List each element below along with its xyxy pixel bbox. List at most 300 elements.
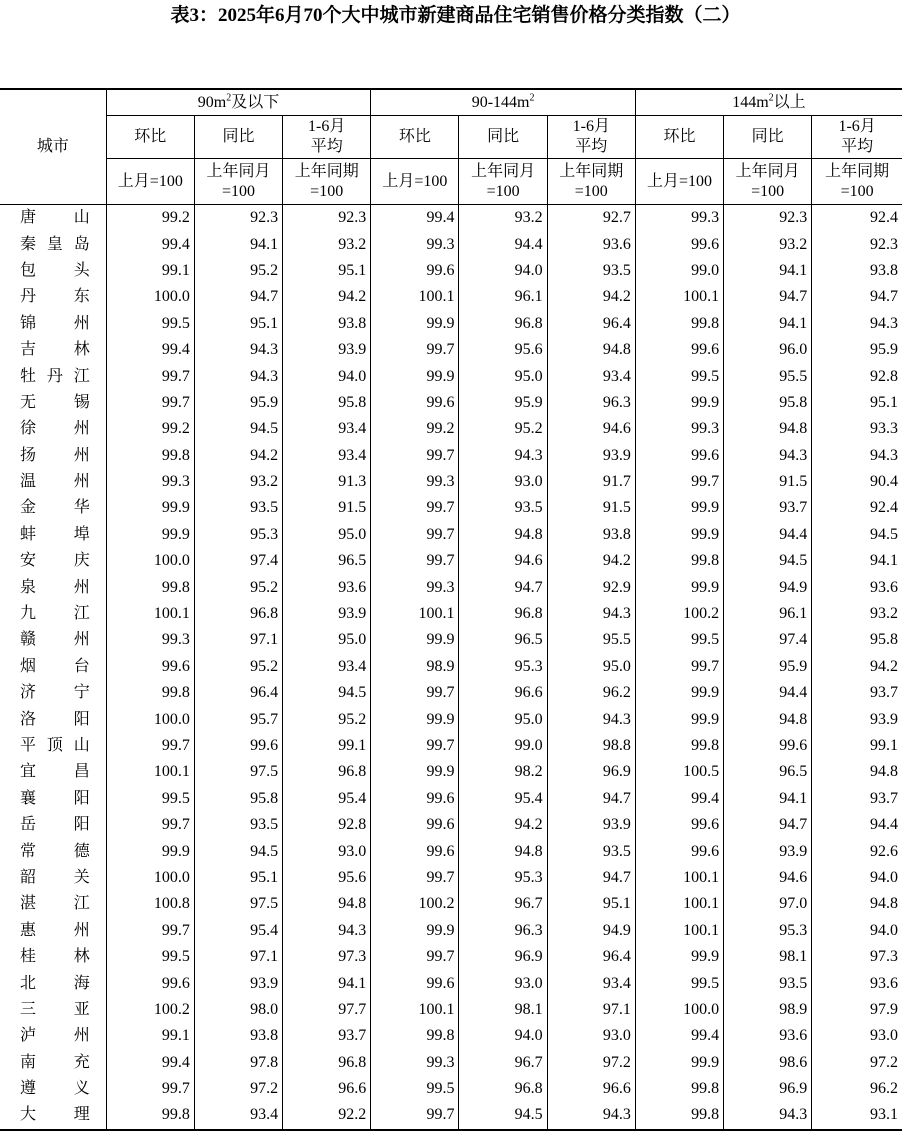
- table-header: [0, 89, 902, 205]
- index-value-cell: 96.1: [724, 601, 812, 627]
- index-value-cell: 95.1: [812, 390, 902, 416]
- base-line: 上年同期: [559, 162, 624, 180]
- index-value-cell: 94.4: [459, 231, 547, 257]
- table-row: [0, 786, 902, 812]
- index-value-cell: 93.5: [547, 838, 635, 864]
- index-value-cell: 93.5: [459, 495, 547, 521]
- index-value-cell: 99.7: [106, 733, 194, 759]
- metric-header-mom: 环比: [635, 116, 723, 159]
- index-value-cell: 94.3: [547, 1102, 635, 1129]
- city-name-cell: 济宁: [0, 680, 106, 706]
- city-name-cell: 平顶山: [0, 733, 106, 759]
- table-row: [0, 1050, 902, 1076]
- index-value-cell: 99.7: [635, 469, 723, 495]
- base-line: 上年同月: [471, 162, 536, 180]
- index-value-cell: 95.1: [283, 258, 371, 284]
- city-name-cell: 泉州: [0, 574, 106, 600]
- base-header-yoy: [459, 159, 547, 205]
- index-value-cell: 99.8: [371, 1023, 459, 1049]
- index-value-cell: 99.7: [371, 548, 459, 574]
- index-value-cell: 99.8: [635, 1102, 723, 1129]
- index-value-cell: 95.0: [459, 706, 547, 732]
- index-value-cell: 94.4: [812, 812, 902, 838]
- index-value-cell: 99.6: [635, 838, 723, 864]
- city-column-header: 城市: [0, 89, 106, 205]
- index-value-cell: 97.3: [283, 944, 371, 970]
- index-value-cell: 94.7: [459, 574, 547, 600]
- index-value-cell: 100.2: [106, 997, 194, 1023]
- index-value-cell: 94.2: [547, 284, 635, 310]
- index-value-cell: 97.2: [547, 1050, 635, 1076]
- group-label: 144m: [732, 93, 769, 111]
- city-name-cell: 丹东: [0, 284, 106, 310]
- index-value-cell: 94.7: [812, 284, 902, 310]
- index-value-cell: 96.3: [459, 918, 547, 944]
- index-value-cell: 94.5: [459, 1102, 547, 1129]
- index-value-cell: 94.3: [283, 918, 371, 944]
- index-value-cell: 99.3: [371, 469, 459, 495]
- index-value-cell: 95.3: [459, 654, 547, 680]
- index-value-cell: 94.8: [724, 416, 812, 442]
- index-value-cell: 95.0: [547, 654, 635, 680]
- index-value-cell: 100.1: [635, 891, 723, 917]
- index-value-cell: 92.7: [547, 205, 635, 232]
- index-value-cell: 99.6: [371, 970, 459, 996]
- index-value-cell: 94.3: [724, 443, 812, 469]
- index-value-cell: 93.4: [547, 970, 635, 996]
- index-value-cell: 99.7: [371, 865, 459, 891]
- index-value-cell: 94.4: [724, 680, 812, 706]
- index-value-cell: 93.4: [194, 1102, 282, 1129]
- city-name-cell: 无锡: [0, 390, 106, 416]
- index-value-cell: 97.9: [812, 997, 902, 1023]
- metric-line: 1-6月: [572, 118, 610, 135]
- index-value-cell: 95.2: [283, 706, 371, 732]
- index-value-cell: 92.3: [283, 205, 371, 232]
- index-value-cell: 98.8: [547, 733, 635, 759]
- index-value-cell: 99.9: [106, 522, 194, 548]
- index-value-cell: 95.3: [724, 918, 812, 944]
- index-value-cell: 93.9: [194, 970, 282, 996]
- index-value-cell: 97.1: [547, 997, 635, 1023]
- index-value-cell: 94.5: [812, 522, 902, 548]
- index-value-cell: 97.7: [283, 997, 371, 1023]
- index-value-cell: 94.9: [724, 574, 812, 600]
- base-line: 上年同期: [825, 162, 890, 180]
- index-value-cell: 97.4: [724, 627, 812, 653]
- index-value-cell: 99.6: [371, 838, 459, 864]
- city-name-cell: 九江: [0, 601, 106, 627]
- index-value-cell: 96.7: [459, 1050, 547, 1076]
- index-value-cell: 94.0: [812, 918, 902, 944]
- index-value-cell: 93.8: [812, 258, 902, 284]
- index-value-cell: 93.1: [812, 1102, 902, 1129]
- index-value-cell: 99.7: [106, 1076, 194, 1102]
- index-value-cell: 92.3: [812, 231, 902, 257]
- index-value-cell: 94.0: [812, 865, 902, 891]
- city-name-cell: 桂林: [0, 944, 106, 970]
- index-value-cell: 96.7: [459, 891, 547, 917]
- index-value-cell: 99.4: [371, 205, 459, 232]
- city-name-cell: 秦皇岛: [0, 231, 106, 257]
- index-value-cell: 95.4: [459, 786, 547, 812]
- index-value-cell: 95.8: [194, 786, 282, 812]
- table-row: [0, 970, 902, 996]
- index-value-cell: 99.8: [635, 1076, 723, 1102]
- index-value-cell: 94.8: [724, 706, 812, 732]
- table-row: [0, 495, 902, 521]
- index-value-cell: 94.5: [194, 416, 282, 442]
- index-value-cell: 100.0: [106, 284, 194, 310]
- index-value-cell: 93.5: [547, 258, 635, 284]
- index-value-cell: 95.8: [812, 627, 902, 653]
- metric-header-mom: 环比: [106, 116, 194, 159]
- metric-header-ytd: [283, 116, 371, 159]
- index-value-cell: 98.2: [459, 759, 547, 785]
- index-value-cell: 96.2: [812, 1076, 902, 1102]
- index-value-cell: 93.4: [283, 443, 371, 469]
- table-row: [0, 601, 902, 627]
- metric-header-yoy: 同比: [194, 116, 282, 159]
- index-value-cell: 95.1: [194, 311, 282, 337]
- index-value-cell: 99.9: [371, 706, 459, 732]
- index-value-cell: 99.7: [371, 337, 459, 363]
- index-value-cell: 94.1: [283, 970, 371, 996]
- index-value-cell: 99.8: [106, 680, 194, 706]
- index-value-cell: 100.0: [635, 997, 723, 1023]
- group-suffix: 以上: [773, 93, 806, 111]
- index-value-cell: 96.8: [194, 601, 282, 627]
- base-line: 上年同月: [206, 162, 271, 180]
- index-value-cell: 93.2: [283, 231, 371, 257]
- city-name-cell: 襄阳: [0, 786, 106, 812]
- table-row: [0, 706, 902, 732]
- index-value-cell: 93.5: [724, 970, 812, 996]
- index-value-cell: 93.0: [547, 1023, 635, 1049]
- index-value-cell: 99.9: [635, 680, 723, 706]
- base-line: =100: [486, 182, 520, 200]
- index-value-cell: 99.8: [106, 574, 194, 600]
- index-value-cell: 96.9: [724, 1076, 812, 1102]
- index-value-cell: 90.4: [812, 469, 902, 495]
- index-value-cell: 99.3: [371, 574, 459, 600]
- index-value-cell: 100.2: [635, 601, 723, 627]
- index-value-cell: 95.0: [283, 522, 371, 548]
- table-row: [0, 1023, 902, 1049]
- index-value-cell: 95.0: [459, 363, 547, 389]
- index-value-cell: 95.0: [283, 627, 371, 653]
- index-value-cell: 99.4: [635, 786, 723, 812]
- index-value-cell: 98.1: [724, 944, 812, 970]
- table-row: [0, 944, 902, 970]
- index-value-cell: 99.6: [194, 733, 282, 759]
- index-value-cell: 99.6: [371, 258, 459, 284]
- index-value-cell: 92.2: [283, 1102, 371, 1129]
- index-value-cell: 99.7: [635, 654, 723, 680]
- table-row: [0, 654, 902, 680]
- index-value-cell: 98.9: [371, 654, 459, 680]
- city-name-cell: 常德: [0, 838, 106, 864]
- base-header-mom: 上月=100: [635, 159, 723, 205]
- index-value-cell: 99.9: [371, 759, 459, 785]
- index-value-cell: 94.2: [283, 284, 371, 310]
- index-value-cell: 97.2: [812, 1050, 902, 1076]
- index-value-cell: 99.1: [283, 733, 371, 759]
- index-value-cell: 93.2: [194, 469, 282, 495]
- index-value-cell: 91.5: [283, 495, 371, 521]
- index-value-cell: 99.9: [635, 390, 723, 416]
- index-value-cell: 97.2: [194, 1076, 282, 1102]
- table-row: [0, 363, 902, 389]
- index-value-cell: 94.3: [547, 601, 635, 627]
- index-value-cell: 95.4: [283, 786, 371, 812]
- index-value-cell: 97.3: [812, 944, 902, 970]
- superscript: 2: [768, 92, 774, 104]
- base-header-yoy: [724, 159, 812, 205]
- index-value-cell: 96.8: [459, 1076, 547, 1102]
- index-value-cell: 92.4: [812, 205, 902, 232]
- index-value-cell: 99.9: [371, 918, 459, 944]
- index-value-cell: 94.7: [724, 812, 812, 838]
- index-value-cell: 99.2: [106, 416, 194, 442]
- index-value-cell: 93.7: [283, 1023, 371, 1049]
- index-value-cell: 99.5: [106, 944, 194, 970]
- table-row: [0, 865, 902, 891]
- table-row: [0, 1102, 902, 1129]
- index-value-cell: 99.5: [106, 786, 194, 812]
- index-value-cell: 94.1: [812, 548, 902, 574]
- superscript: 2: [226, 92, 232, 104]
- index-value-cell: 96.4: [547, 311, 635, 337]
- table-row: [0, 733, 902, 759]
- index-value-cell: 100.1: [371, 284, 459, 310]
- city-name-cell: 安庆: [0, 548, 106, 574]
- index-value-cell: 95.2: [194, 258, 282, 284]
- index-value-cell: 94.3: [812, 311, 902, 337]
- index-value-cell: 93.9: [547, 443, 635, 469]
- index-value-cell: 99.7: [106, 812, 194, 838]
- index-value-cell: 93.6: [283, 574, 371, 600]
- index-value-cell: 99.0: [635, 258, 723, 284]
- index-value-cell: 97.1: [194, 944, 282, 970]
- index-value-cell: 95.1: [547, 891, 635, 917]
- index-value-cell: 99.8: [635, 733, 723, 759]
- index-value-cell: 96.3: [547, 390, 635, 416]
- index-value-cell: 94.8: [812, 759, 902, 785]
- index-value-cell: 96.6: [283, 1076, 371, 1102]
- base-header-ytd: [283, 159, 371, 205]
- base-header-yoy: [194, 159, 282, 205]
- city-name-cell: 温州: [0, 469, 106, 495]
- city-name-cell: 北海: [0, 970, 106, 996]
- base-line: =100: [221, 182, 256, 200]
- table-row: [0, 443, 902, 469]
- index-value-cell: 100.1: [106, 759, 194, 785]
- index-value-cell: 94.0: [283, 363, 371, 389]
- index-value-cell: 96.4: [194, 680, 282, 706]
- table-row: [0, 522, 902, 548]
- index-value-cell: 99.6: [371, 390, 459, 416]
- city-name-cell: 吉林: [0, 337, 106, 363]
- index-value-cell: 99.8: [106, 1102, 194, 1129]
- base-line: 上年同月: [735, 162, 800, 180]
- index-value-cell: 93.8: [194, 1023, 282, 1049]
- index-value-cell: 93.6: [547, 231, 635, 257]
- index-value-cell: 100.1: [635, 865, 723, 891]
- index-value-cell: 99.9: [371, 627, 459, 653]
- index-value-cell: 94.5: [724, 548, 812, 574]
- index-value-cell: 96.8: [459, 311, 547, 337]
- index-value-cell: 99.4: [635, 1023, 723, 1049]
- index-value-cell: 95.9: [724, 654, 812, 680]
- index-value-cell: 99.5: [635, 627, 723, 653]
- index-value-cell: 92.9: [547, 574, 635, 600]
- index-value-cell: 97.1: [194, 627, 282, 653]
- index-value-cell: 99.0: [459, 733, 547, 759]
- index-value-cell: 93.0: [283, 838, 371, 864]
- index-value-cell: 93.8: [547, 522, 635, 548]
- index-value-cell: 96.5: [283, 548, 371, 574]
- index-value-cell: 92.8: [812, 363, 902, 389]
- city-name-cell: 韶关: [0, 865, 106, 891]
- index-value-cell: 94.3: [459, 443, 547, 469]
- index-value-cell: 99.8: [635, 548, 723, 574]
- index-value-cell: 99.8: [106, 443, 194, 469]
- table-row: [0, 627, 902, 653]
- index-value-cell: 94.3: [194, 363, 282, 389]
- index-value-cell: 93.5: [194, 812, 282, 838]
- index-value-cell: 91.5: [547, 495, 635, 521]
- index-value-cell: 92.6: [812, 838, 902, 864]
- index-value-cell: 94.8: [459, 522, 547, 548]
- table-row: [0, 548, 902, 574]
- index-value-cell: 93.7: [812, 786, 902, 812]
- table-row: [0, 997, 902, 1023]
- index-value-cell: 99.9: [635, 944, 723, 970]
- base-header-ytd: [547, 159, 635, 205]
- index-value-cell: 100.0: [106, 706, 194, 732]
- index-value-cell: 95.4: [194, 918, 282, 944]
- base-header-mom: 上月=100: [371, 159, 459, 205]
- index-value-cell: 94.4: [724, 522, 812, 548]
- table-row: [0, 284, 902, 310]
- index-value-cell: 96.5: [724, 759, 812, 785]
- city-name-cell: 宜昌: [0, 759, 106, 785]
- index-value-cell: 94.7: [194, 284, 282, 310]
- index-value-cell: 99.6: [635, 337, 723, 363]
- metric-line: 平均: [310, 138, 343, 155]
- index-value-cell: 93.0: [459, 469, 547, 495]
- table-row: [0, 574, 902, 600]
- index-value-cell: 93.7: [724, 495, 812, 521]
- table-row: [0, 469, 902, 495]
- group-suffix: 及以下: [231, 93, 280, 111]
- index-value-cell: 99.5: [106, 311, 194, 337]
- index-value-cell: 93.7: [812, 680, 902, 706]
- index-value-cell: 99.6: [724, 733, 812, 759]
- index-value-cell: 99.9: [635, 574, 723, 600]
- index-value-cell: 94.5: [194, 838, 282, 864]
- city-name-cell: 南充: [0, 1050, 106, 1076]
- index-value-cell: 95.3: [194, 522, 282, 548]
- city-name-cell: 扬州: [0, 443, 106, 469]
- metric-header-mom: 环比: [371, 116, 459, 159]
- base-header-mom: 上月=100: [106, 159, 194, 205]
- index-value-cell: 94.1: [724, 258, 812, 284]
- index-value-cell: 94.7: [547, 865, 635, 891]
- index-value-cell: 96.6: [459, 680, 547, 706]
- metric-header-yoy: 同比: [459, 116, 547, 159]
- index-value-cell: 95.8: [283, 390, 371, 416]
- index-value-cell: 93.9: [547, 812, 635, 838]
- city-name-cell: 岳阳: [0, 812, 106, 838]
- index-value-cell: 94.6: [459, 548, 547, 574]
- index-value-cell: 99.9: [371, 311, 459, 337]
- index-value-cell: 99.4: [106, 231, 194, 257]
- table-row: [0, 337, 902, 363]
- index-value-cell: 94.1: [724, 311, 812, 337]
- index-value-cell: 94.3: [194, 337, 282, 363]
- index-value-cell: 96.9: [459, 944, 547, 970]
- index-value-cell: 95.9: [812, 337, 902, 363]
- index-value-cell: 100.1: [106, 601, 194, 627]
- index-value-cell: 95.2: [194, 654, 282, 680]
- index-value-cell: 99.6: [635, 231, 723, 257]
- city-name-cell: 蚌埠: [0, 522, 106, 548]
- group-label: 90m: [197, 93, 227, 111]
- index-value-cell: 96.5: [459, 627, 547, 653]
- index-value-cell: 99.9: [106, 495, 194, 521]
- index-value-cell: 100.8: [106, 891, 194, 917]
- index-value-cell: 99.7: [371, 680, 459, 706]
- index-value-cell: 94.0: [459, 258, 547, 284]
- index-value-cell: 95.9: [459, 390, 547, 416]
- index-value-cell: 99.1: [106, 1023, 194, 1049]
- index-value-cell: 95.3: [459, 865, 547, 891]
- index-value-cell: 93.2: [812, 601, 902, 627]
- index-value-cell: 99.9: [635, 495, 723, 521]
- index-value-cell: 99.6: [635, 443, 723, 469]
- city-name-cell: 大理: [0, 1102, 106, 1129]
- index-value-cell: 99.2: [106, 205, 194, 232]
- index-value-cell: 97.0: [724, 891, 812, 917]
- index-value-cell: 99.9: [635, 1050, 723, 1076]
- index-value-cell: 91.5: [724, 469, 812, 495]
- page-title: 表3：2025年6月70个大中城市新建商品住宅销售价格分类指数（二）: [170, 5, 741, 26]
- index-value-cell: 94.6: [547, 416, 635, 442]
- table-row: [0, 680, 902, 706]
- index-value-cell: 95.8: [724, 390, 812, 416]
- index-value-cell: 99.7: [106, 918, 194, 944]
- index-value-cell: 94.3: [812, 443, 902, 469]
- metric-header-yoy: 同比: [724, 116, 812, 159]
- index-value-cell: 99.3: [106, 627, 194, 653]
- index-value-cell: 96.6: [547, 1076, 635, 1102]
- table-body: [0, 205, 902, 1130]
- metric-line: 1-6月: [838, 118, 876, 135]
- index-value-cell: 99.3: [106, 469, 194, 495]
- index-value-cell: 93.9: [283, 337, 371, 363]
- index-value-cell: 93.8: [283, 311, 371, 337]
- index-value-cell: 97.8: [194, 1050, 282, 1076]
- group-header-over-144: [635, 89, 902, 116]
- index-value-cell: 99.6: [635, 812, 723, 838]
- index-value-cell: 100.0: [106, 865, 194, 891]
- index-value-cell: 99.3: [371, 231, 459, 257]
- base-line: =100: [574, 182, 608, 200]
- city-name-cell: 唐山: [0, 205, 106, 232]
- index-value-cell: 99.3: [635, 205, 723, 232]
